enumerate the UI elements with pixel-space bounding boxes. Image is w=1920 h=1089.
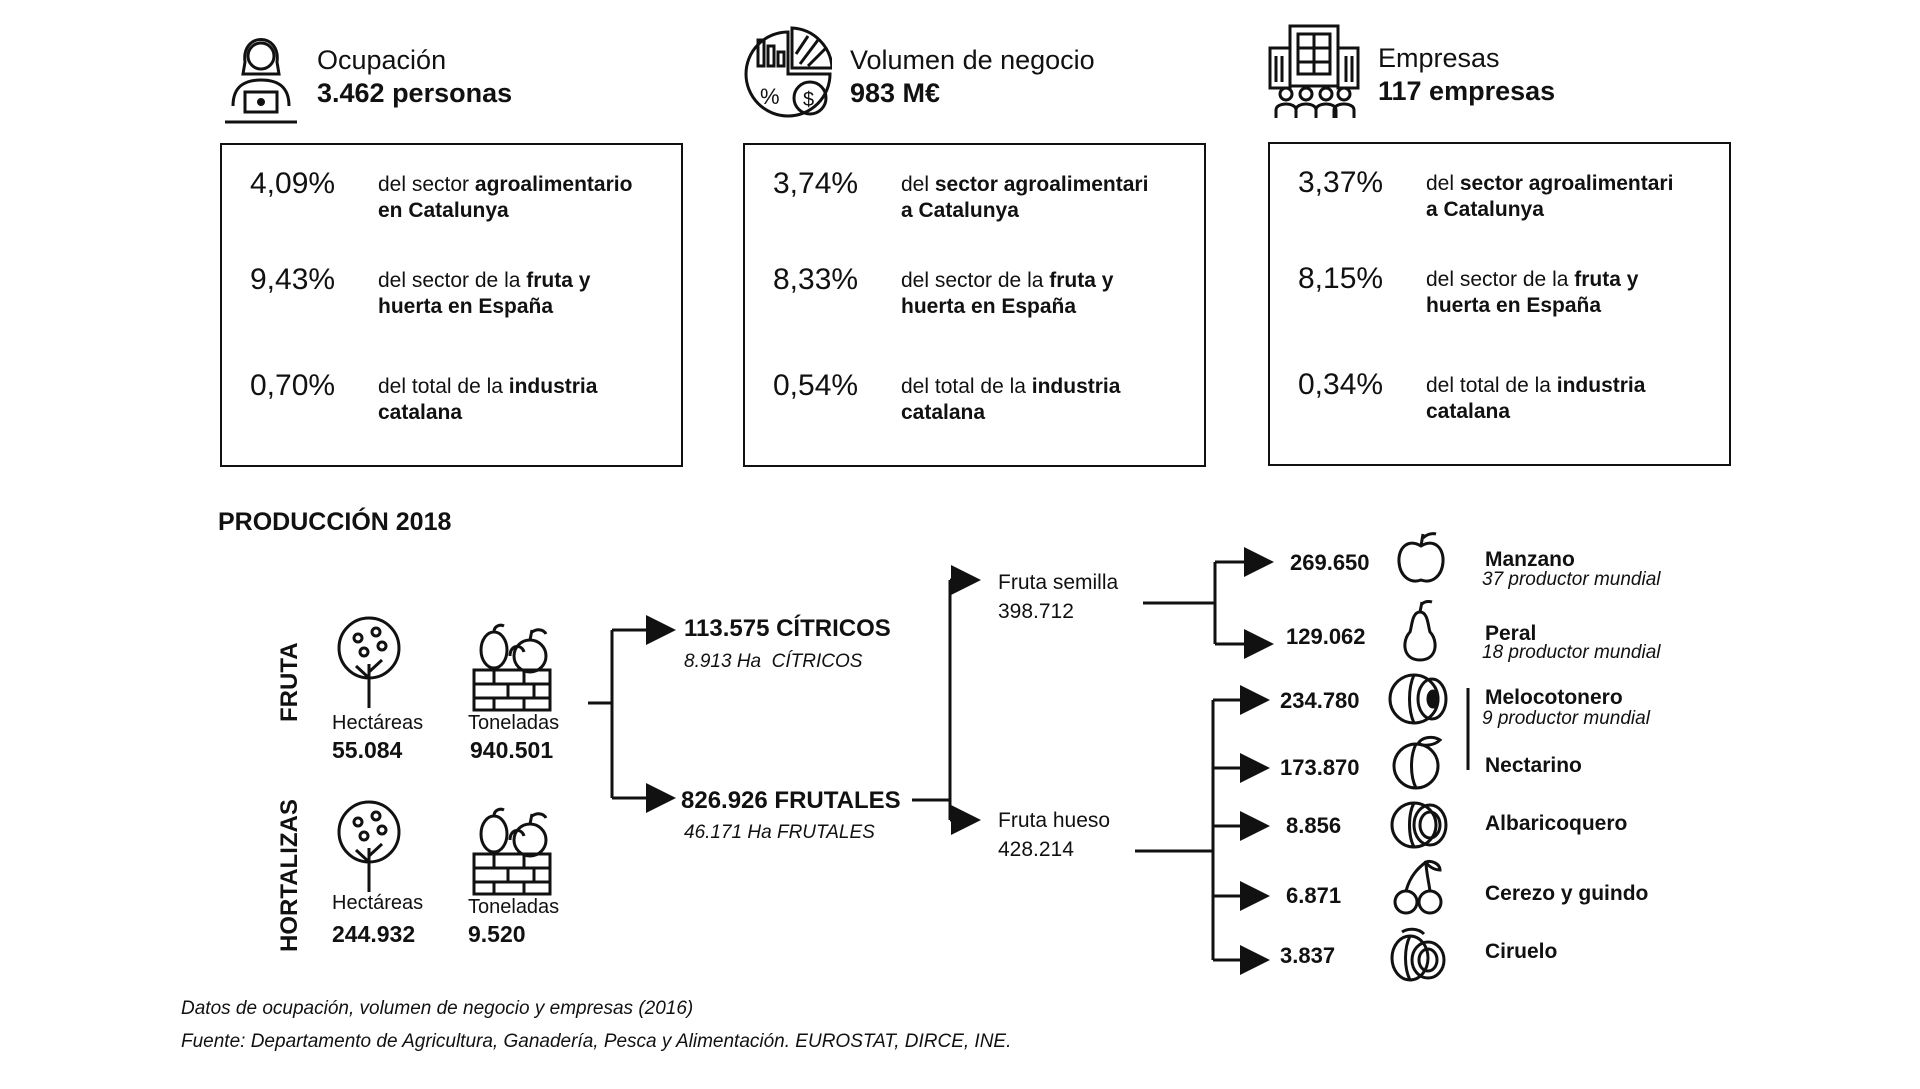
stat-description: del total de la industria catalana xyxy=(1426,374,1646,424)
stat-percent: 8,33% xyxy=(773,263,859,296)
nectarine-icon xyxy=(1392,734,1444,795)
melocotonero-note: 9 productor mundial xyxy=(1482,708,1650,729)
card-label: Ocupación xyxy=(317,45,447,76)
fruta-label: FRUTA xyxy=(276,642,303,722)
hortalizas-hectareas-label: Hectáreas xyxy=(332,892,424,914)
plum-icon xyxy=(1388,926,1448,989)
tree-icon xyxy=(336,616,402,717)
card-value: 983 M€ xyxy=(850,77,941,108)
hortalizas-toneladas-value: 9.520 xyxy=(468,921,526,947)
hortalizas-label: HORTALIZAS xyxy=(276,799,303,952)
pear-icon xyxy=(1398,598,1442,669)
stat-description: del total de la industria catalana xyxy=(901,375,1121,425)
fruit-crate-icon xyxy=(472,622,552,717)
svg-text:%: % xyxy=(760,84,780,109)
tree-icon xyxy=(336,800,402,901)
fruta-semilla: Fruta semilla 398.712 xyxy=(998,571,1119,624)
stat-percent: 9,43% xyxy=(250,263,336,296)
stat-percent: 4,09% xyxy=(250,167,336,200)
fruit-crate-icon xyxy=(472,806,552,901)
stat-description: del sector de la fruta y huerta en España xyxy=(1426,268,1639,318)
apple-icon xyxy=(1396,530,1446,591)
fruta-hectareas-value: 55.084 xyxy=(332,737,403,763)
cerezo-name: Cerezo y guindo xyxy=(1485,882,1649,905)
stat-percent: 0,34% xyxy=(1298,368,1384,401)
ciruelo-value: 3.837 xyxy=(1280,943,1336,968)
peach-icon xyxy=(1388,672,1450,731)
citricos-value: 113.575 CÍTRICOS xyxy=(684,615,891,642)
albaricoquero-value: 8.856 xyxy=(1286,813,1342,838)
card-value: 3.462 personas xyxy=(317,77,513,108)
footer-note: Datos de ocupación, volumen de negocio y empresas (2016) xyxy=(181,998,694,1019)
manzano-note: 37 productor mundial xyxy=(1482,569,1661,590)
nectarino-value: 173.870 xyxy=(1280,755,1360,780)
frutales-hectareas: 46.171 Ha FRUTALES xyxy=(684,822,875,843)
svg-text:$: $ xyxy=(803,89,815,111)
manzano-value: 269.650 xyxy=(1290,550,1370,575)
manzano-name: Manzano xyxy=(1485,548,1575,571)
stat-percent: 0,54% xyxy=(773,369,859,402)
citricos-hectareas: 8.913 Ha CÍTRICOS xyxy=(684,651,863,672)
stat-percent: 3,74% xyxy=(773,167,859,200)
ciruelo-name: Ciruelo xyxy=(1485,940,1558,963)
production-title: PRODUCCIÓN 2018 xyxy=(218,508,452,536)
fruta-toneladas-label: Toneladas xyxy=(468,712,560,734)
stat-description: del sector de la fruta y huerta en España xyxy=(378,269,591,319)
hortalizas-hectareas-value: 244.932 xyxy=(332,921,416,947)
fruta-hectareas-label: Hectáreas xyxy=(332,712,424,734)
stat-percent: 8,15% xyxy=(1298,262,1384,295)
stat-percent: 3,37% xyxy=(1298,166,1384,199)
peral-note: 18 productor mundial xyxy=(1482,642,1661,663)
card-label: Volumen de negocio xyxy=(850,45,1095,76)
hortalizas-toneladas-label: Toneladas xyxy=(468,896,560,918)
stat-description: del sector agroalimentari a Catalunya xyxy=(1426,172,1674,222)
albaricoquero-name: Albaricoquero xyxy=(1485,812,1628,835)
stat-description: del total de la industria catalana xyxy=(378,375,598,425)
footer-source: Fuente: Departamento de Agricultura, Ganadería, Pesca y Alimentación. EUROSTAT, DIRCE, INE. xyxy=(181,1031,1012,1052)
stat-description: del sector agroalimentario en Catalunya xyxy=(378,173,633,223)
melocotonero-name: Melocotonero xyxy=(1485,686,1623,709)
card-value: 117 empresas xyxy=(1378,75,1556,106)
nectarino-name: Nectarino xyxy=(1485,754,1582,777)
stat-percent: 0,70% xyxy=(250,369,336,402)
peral-value: 129.062 xyxy=(1286,624,1366,649)
fruta-toneladas-value: 940.501 xyxy=(470,737,554,763)
card-label: Empresas xyxy=(1378,43,1500,74)
cherry-icon xyxy=(1392,858,1444,921)
fruta-hueso: Fruta hueso 428.214 xyxy=(998,809,1111,862)
stat-description: del sector de la fruta y huerta en España xyxy=(901,269,1114,319)
peral-name: Peral xyxy=(1485,622,1537,645)
frutales-value: 826.926 FRUTALES xyxy=(681,787,901,814)
stat-description: del sector agroalimentari a Catalunya xyxy=(901,173,1149,223)
cerezo-value: 6.871 xyxy=(1286,883,1342,908)
melocotonero-value: 234.780 xyxy=(1280,688,1360,713)
apricot-icon xyxy=(1390,800,1450,855)
